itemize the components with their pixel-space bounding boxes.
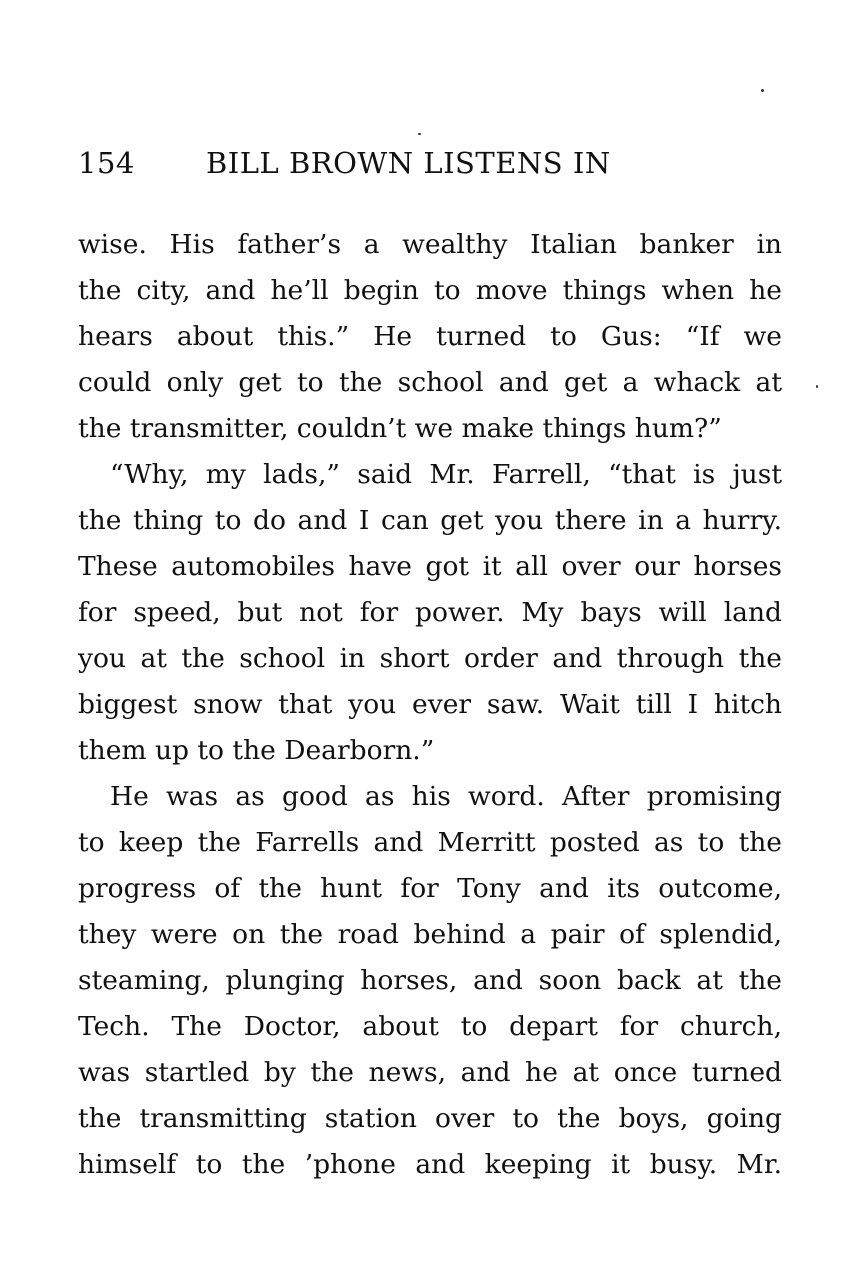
- print-speck: [816, 385, 818, 388]
- print-speck: [761, 89, 764, 92]
- text-line: the transmitter, couldn’t we make things hum?”: [78, 413, 722, 444]
- text-line: to keep the Farrells and Merritt posted as to the: [78, 827, 782, 858]
- text-line: was startled by the news, and he at once turned: [78, 1057, 782, 1088]
- text-line: they were on the road behind a pair of splendid,: [78, 919, 782, 950]
- text-line: you at the school in short order and through the: [78, 643, 782, 674]
- body-text: [78, 222, 782, 1188]
- text-line: hears about this.” He turned to Gus: “If we: [78, 321, 782, 352]
- text-line: Tech. The Doctor, about to depart for church,: [78, 1011, 782, 1042]
- text-line: He was as good as his word. After promising: [110, 781, 782, 812]
- page-header: [78, 146, 798, 186]
- text-line: progress of the hunt for Tony and its outcome,: [78, 873, 782, 904]
- text-line: for speed, but not for power. My bays will land: [78, 597, 782, 628]
- text-line: the thing to do and I can get you there in a hurry.: [78, 505, 782, 536]
- running-title: BILL BROWN LISTENS IN: [206, 146, 611, 180]
- text-line: “Why, my lads,” said Mr. Farrell, “that is just: [110, 459, 782, 490]
- text-line: biggest snow that you ever saw. Wait till I hitch: [78, 689, 782, 720]
- text-line: steaming, plunging horses, and soon back at the: [78, 965, 782, 996]
- print-speck: [418, 133, 421, 135]
- text-line: the city, and he’ll begin to move things when he: [78, 275, 782, 306]
- text-line: them up to the Dearborn.”: [78, 735, 435, 766]
- text-line: himself to the ’phone and keeping it busy. Mr.: [78, 1149, 782, 1180]
- text-line: wise. His father’s a wealthy Italian banker in: [78, 229, 782, 260]
- text-line: could only get to the school and get a whack at: [78, 367, 782, 398]
- text-line: These automobiles have got it all over our horses: [78, 551, 782, 582]
- text-line: the transmitting station over to the boys, going: [78, 1103, 782, 1134]
- page-number: 154: [78, 146, 135, 180]
